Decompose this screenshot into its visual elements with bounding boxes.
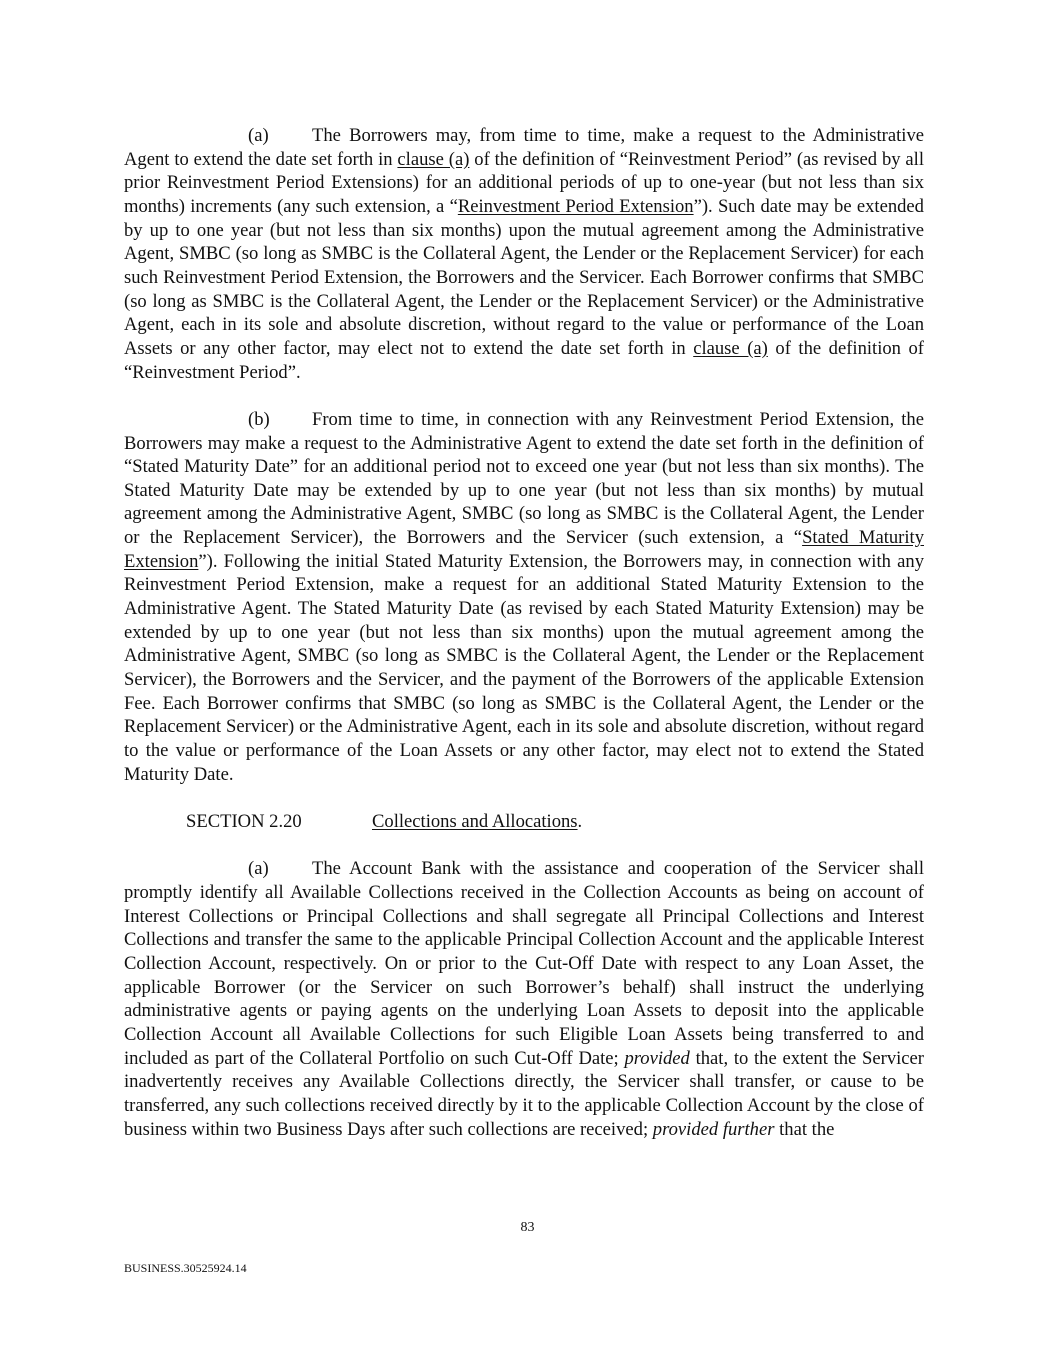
section-number: SECTION 2.20 [186, 811, 302, 832]
proviso-term: provided [624, 1047, 690, 1069]
clause-label: (a) [248, 858, 269, 880]
clause-reference: clause (a) [397, 148, 470, 170]
defined-term: Stated Maturity Extension [124, 527, 924, 572]
section-title: Collections and Allocations [372, 811, 578, 832]
clause-label: (a) [248, 125, 269, 146]
document-page [124, 124, 924, 1165]
paragraph-stated-maturity-extension: (b) From time to time, in connection with any Reinvestment Period Extension, the Borrowers may make a request to the Administrative Agent to extend the date set forth in the definition of “Stated Maturity Date” for an additional period not to exceed one year (but not less than six months). The Stated Maturity Date may be extended by up to one year (but not less than six months) by mutual agreement among the Administrative Agent, SMBC (so long as SMBC is the Collateral Agent, the Lender or the Replacement Servicer), the Borrowers and the Servicer (such extension, a “Stated Maturity Extension”). Following the initial Stated Maturity Extension, the Borrowers may, in connection with any Reinvestment Period Extension, make a request for an additional Stated Maturity Extension to the Administrative Agent. The Stated Maturity Date (as revised by each Stated Maturity Extension) may be extended by up to one year (but not less than six months) upon the mutual agreement among the Administrative Agent, SMBC (so long as SMBC is the Collateral Agent, the Lender or the Replacement Servicer), the Borrowers and the Servicer, and the payment of the Borrowers of the applicable Extension Fee. Each Borrower confirms that SMBC (so long as SMBC is the Collateral Agent, the Lender or the Replacement Servicer) or the Administrative Agent, each in its sole and absolute discretion, without regard to the value or performance of the Loan Assets or any other factor, may elect not to extend the Stated Maturity Date. [124, 408, 924, 785]
page-number: 83 [520, 1220, 535, 1235]
defined-term: Reinvestment Period Extension [457, 195, 694, 217]
paragraph-collections: (a) The Account Bank with the assistance and cooperation of the Servicer shall promptly identify all Available Collections received in the Collection Accounts as being on account of Interest Collections or Principal Collections and shall segregate all Principal Collections and Interest Collections and transfer the same to the applicable Principal Collection Account and the applicable Interest Collection Account, respectively. On or prior to the Cut-Off Date with respect to any Loan Asset, the applicable Borrower (or the Servicer on such Borrower’s behalf) shall instruct the underlying administrative agents or paying agents on the underlying Loan Assets to deposit into the applicable Collection Account all Available Collections for such Eligible Loan Assets being transferred to and included as part of the Collateral Portfolio on such Cut-Off Date; provided that, to the extent the Servicer inadvertently receives any Available Collections directly, the Servicer shall transfer, or cause to be transferred, any such collections received directly by it to the applicable Collection Account by the close of business within two Business Days after such collections are received; provided further that the [124, 858, 924, 1140]
section-heading: SECTION 2.20 Collections and Allocations. [186, 811, 583, 832]
clause-reference: clause (a) [693, 337, 768, 359]
proviso-term: provided further [652, 1118, 775, 1140]
paragraph-reinvestment-extension: (a) The Borrowers may, from time to time, make a request to the Administrative Agent to extend the date set forth in clause (a) of the definition of “Reinvestment Period” (as revised by all prior Reinvestment Period Extensions) for an additional periods of up to one-year (but not less than six months) increments (any such extension, a “Reinvestment Period Extension”). Such date may be extended by up to one year (but not less than six months) upon the mutual agreement among the Administrative Agent, SMBC (so long as SMBC is the Collateral Agent, the Lender or the Replacement Servicer) for each such Reinvestment Period Extension, the Borrowers and the Servicer. Each Borrower confirms that SMBC (so long as SMBC is the Collateral Agent, the Lender or the Replacement Servicer) or the Administrative Agent, each in its sole and absolute discretion, without regard to the value or performance of the Loan Assets or any other factor, may elect not to extend the date set forth in clause (a) of the definition of “Reinvestment Period”. [124, 125, 924, 383]
clause-label: (b) [248, 408, 270, 430]
document-id: BUSINESS.30525924.14 [124, 1261, 247, 1275]
